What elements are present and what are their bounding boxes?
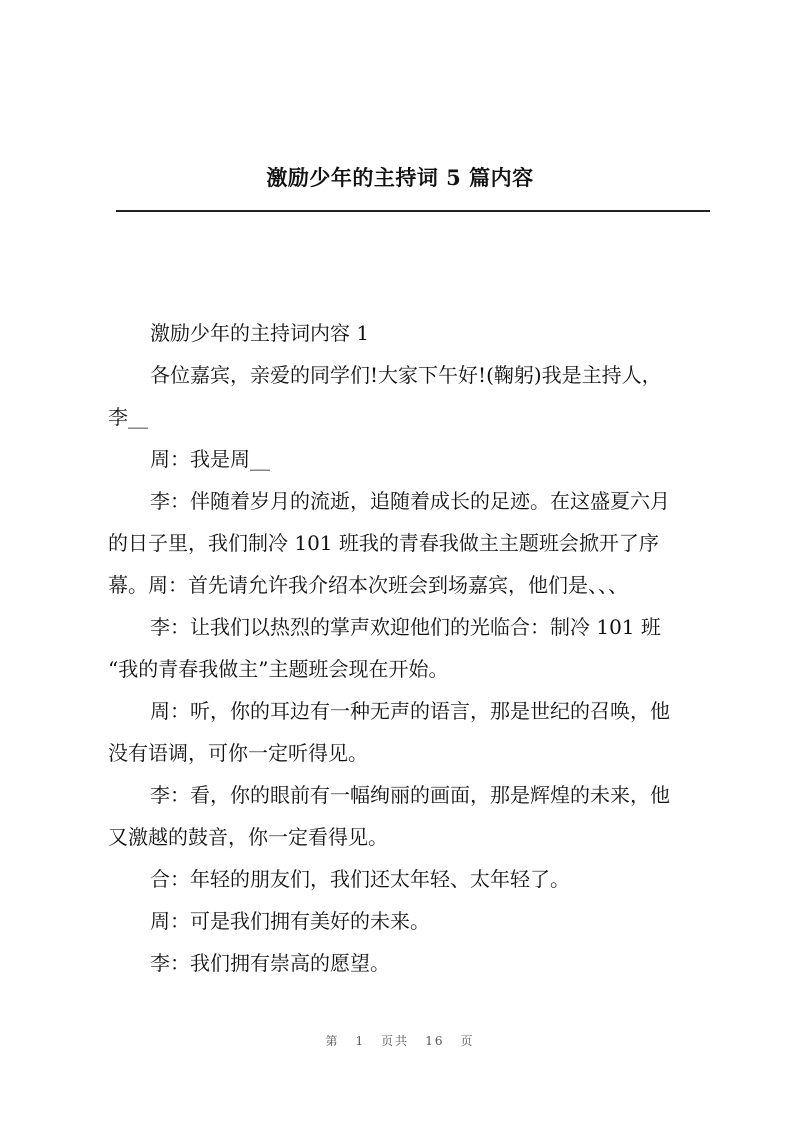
paragraph (108, 312, 710, 354)
text-line: 李：看，你的眼前有一幅绚丽的画面，那是辉煌的未来，他 (150, 783, 670, 807)
paragraph (108, 858, 710, 900)
text-line: 李__ (108, 405, 148, 429)
footer-prefix: 第 (325, 1034, 340, 1048)
footer-total-pages: 16 (425, 1034, 445, 1048)
document-body (108, 312, 710, 984)
document-title: 激励少年的主持词 5 篇内容 (266, 165, 534, 190)
text-line: 没有语调，可你一定听得见。 (108, 741, 368, 765)
paragraph (108, 606, 710, 690)
text-line: 李：伴随着岁月的流逝，追随着成长的足迹。在这盛夏六月 (150, 489, 670, 513)
page-footer (0, 1032, 800, 1049)
text-line: 的日子里，我们制冷 101 班我的青春我做主主题班会掀开了序 (108, 531, 659, 555)
text-line: “我的青春我做主”主题班会现在开始。 (108, 657, 449, 681)
text-line: 周：听，你的耳边有一种无声的语言，那是世纪的召唤，他 (150, 699, 670, 723)
paragraph (108, 942, 710, 984)
paragraph (108, 690, 710, 774)
text-line: 又激越的鼓音，你一定看得见。 (108, 825, 388, 849)
paragraph (108, 438, 710, 480)
text-line: 合：年轻的朋友们，我们还太年轻、太年轻了。 (150, 867, 570, 891)
text-line: 各位嘉宾，亲爱的同学们!大家下午好!(鞠躬)我是主持人， (150, 363, 662, 387)
text-line: 李：让我们以热烈的掌声欢迎他们的光临合：制冷 101 班 (150, 615, 661, 639)
paragraph (108, 354, 710, 438)
text-line: 周：可是我们拥有美好的未来。 (150, 909, 430, 933)
title-divider (116, 210, 710, 212)
footer-suffix: 页 (460, 1034, 475, 1048)
text-line: 李：我们拥有崇高的愿望。 (150, 951, 390, 975)
footer-middle: 页共 (381, 1034, 410, 1048)
text-line: 激励少年的主持词内容 1 (150, 321, 370, 345)
text-line: 周：我是周__ (150, 447, 270, 471)
text-line: 幕。周：首先请允许我介绍本次班会到场嘉宾，他们是、、、 (108, 573, 628, 597)
paragraph (108, 900, 710, 942)
footer-current-page: 1 (355, 1034, 366, 1048)
paragraph (108, 480, 710, 606)
paragraph (108, 774, 710, 858)
